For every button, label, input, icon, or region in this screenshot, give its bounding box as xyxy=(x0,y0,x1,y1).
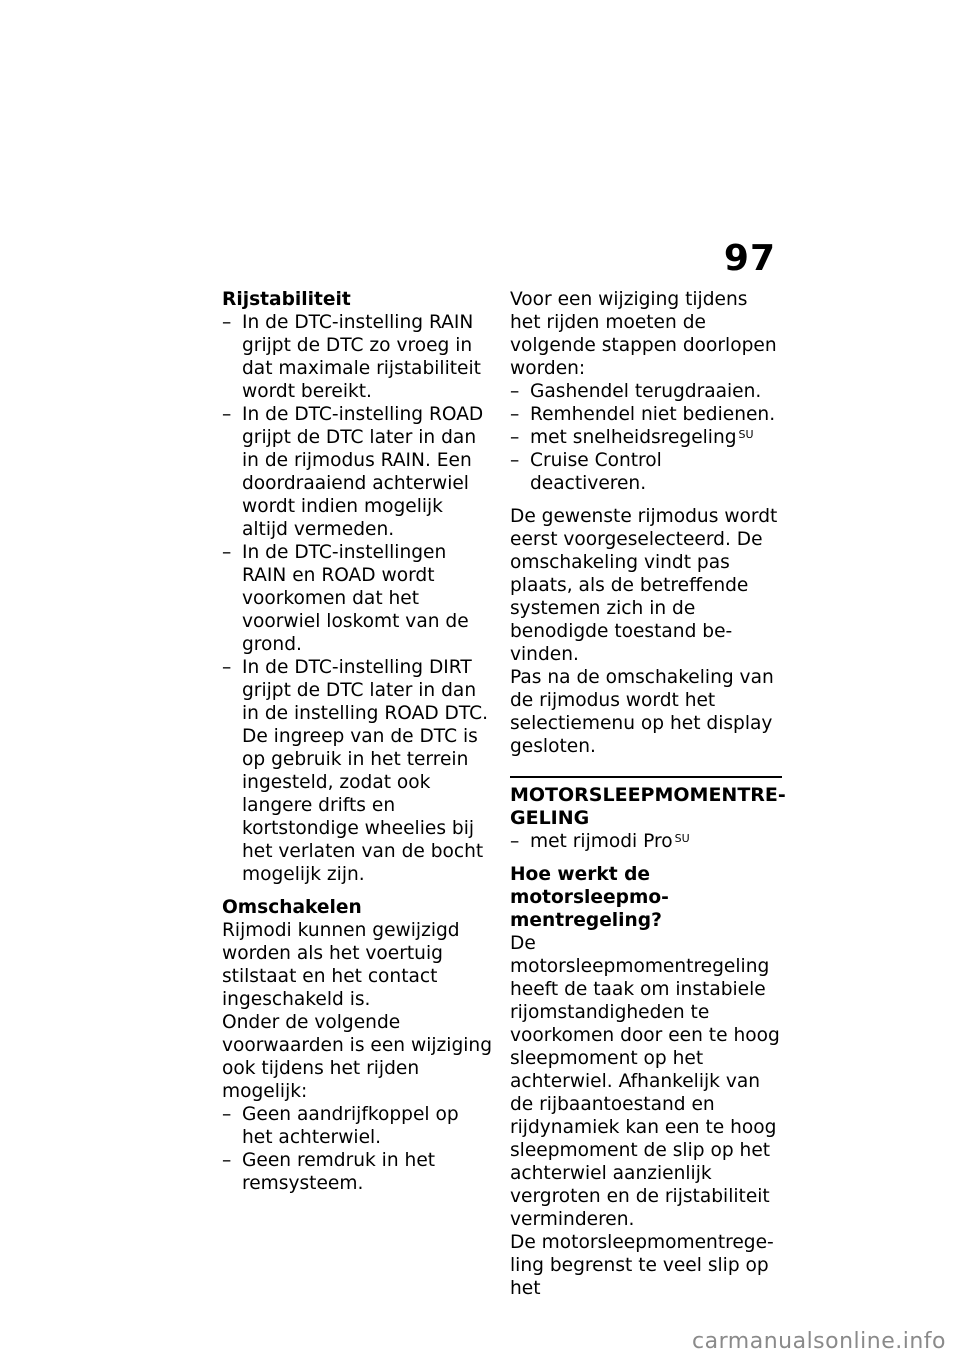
paragraph: De motorsleepmomentregeling begrenst te veel slip op het xyxy=(510,1232,774,1299)
optional-equipment-mark: SU xyxy=(674,832,690,845)
section-divider xyxy=(510,776,786,830)
paragraph: Voor een wijziging tijdens het rijden moeten de volgende stappen doorlopen worden: xyxy=(510,289,777,379)
list-item: – met rijmodi Pro $^{SU}$ xyxy=(510,831,690,852)
paragraph: De motorsleepmomentregeling heeft de taak om instabiele rijomstandigheden te voorkomen door een te hoog sleepmoment op het achterwiel. Afhankelijk van de rijbaantoestand en rijdynamiek kan een te hoog sleepmoment de slip op het achterwiel aanzienlijk vergroten en de rijstabiliteit verminderen. xyxy=(510,933,780,1230)
list-item: – Geen aandrijfkoppel op het achterwiel. xyxy=(222,1104,459,1148)
list-item: – Gashendel terugdraaien. xyxy=(510,381,762,402)
list-item: – In de DTC-instelling DIRT grijpt de DTC later in dan in de instelling ROAD DTC. De ingreep van de DTC is op gebruik in het terrein ingesteld, zodat ook langere drifts en kortstondige wheelies bij het verlaten van de bocht mogelijk zijn. xyxy=(222,657,489,885)
cruise-list xyxy=(510,426,782,495)
page-number: 97 xyxy=(723,238,776,279)
dtc-list xyxy=(222,311,494,886)
section-title: MOTORSLEEPMOMENTREGELING xyxy=(510,784,786,829)
paragraph: De gewenste rijmodus wordt eerst voorgeselecteerd. De omschakeling vindt pas plaats, als de betreffende systemen zich in de benodigde toestand bevinden. xyxy=(510,506,778,665)
watermark: carmanualsonline.info xyxy=(692,1329,946,1354)
paragraph: Rijmodi kunnen gewijzigd worden als het voertuig stilstaat en het contact ingeschakeld is. xyxy=(222,920,460,1010)
list-item: – Remhendel niet bedienen. xyxy=(510,404,776,425)
list-item: – met snelheidsregeling $^{SU}$ xyxy=(510,427,754,448)
list-item: – Geen remdruk in het remsysteem. xyxy=(222,1150,436,1194)
steps-list xyxy=(510,380,782,426)
right-column xyxy=(510,288,786,1300)
optional-equipment-mark: SU xyxy=(738,428,754,441)
list-item: – In de DTC-instelling RAIN grijpt de DTC zo vroeg in dat maximale rijstabiliteit wordt bereikt. xyxy=(222,312,481,402)
paragraph: Pas na de omschakeling van de rijmodus wordt het selectiemenu op het display gesloten. xyxy=(510,667,774,757)
list-item: – In de DTC-instellingen RAIN en ROAD wordt voorkomen dat het voorwiel loskomt van de grond. xyxy=(222,542,469,655)
list-item: – In de DTC-instelling ROAD grijpt de DTC later in dan in de rijmodus RAIN. Een doordraaiend achterwiel wordt indien mogelijk altijd vermeden. xyxy=(222,404,484,540)
heading-hoe-werkt: Hoe werkt de motorsleepmomentregeling? xyxy=(510,864,669,931)
list-item: – Cruise Control deactiveren. xyxy=(510,450,662,494)
paragraph: Onder de volgende voorwaarden is een wijziging ook tijdens het rijden mogelijk: xyxy=(222,1012,493,1102)
left-column xyxy=(222,288,494,1195)
conditions-list xyxy=(222,1103,494,1195)
heading-omschakelen: Omschakelen xyxy=(222,897,362,918)
pro-list xyxy=(510,830,782,853)
heading-rijstabiliteit: Rijstabiliteit xyxy=(222,289,351,310)
